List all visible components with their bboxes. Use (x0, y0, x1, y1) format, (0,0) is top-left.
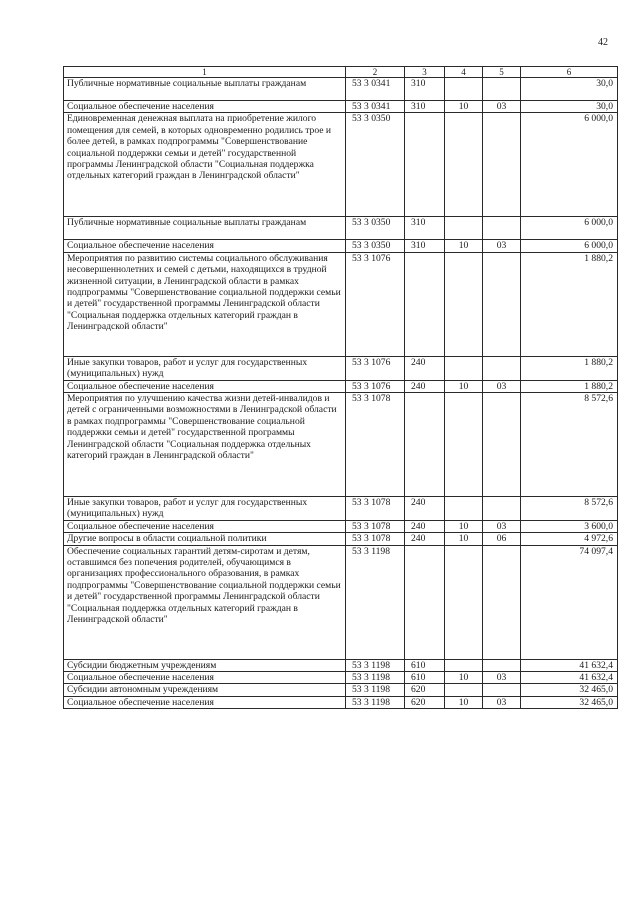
row-amount: 32 465,0 (521, 696, 618, 708)
row-code: 53 3 1198 (346, 672, 405, 684)
table-row (64, 393, 618, 497)
row-expense-type: 310 (405, 101, 445, 113)
row-code: 53 3 1198 (346, 659, 405, 671)
row-amount: 30,0 (521, 101, 618, 113)
table-row (64, 113, 618, 217)
row-expense-type: 610 (405, 672, 445, 684)
row-name: Социальное обеспечение населения (64, 240, 346, 252)
row-expense-type: 310 (405, 240, 445, 252)
row-amount: 32 465,0 (521, 684, 618, 696)
table-row (64, 101, 618, 113)
row-subsection: 03 (483, 696, 521, 708)
row-expense-type: 240 (405, 380, 445, 392)
row-name: Социальное обеспечение населения (64, 672, 346, 684)
row-subsection: 06 (483, 533, 521, 545)
row-name: Мероприятия по развитию системы социального обслуживания несовершеннолетних и семей с детьми, находящихся в трудной жизненной ситуации, в Ленинградской области в рамках подпрограммы "Совершенствование социальной поддержки семьи и детей" государственной программы Ленинградской области "Социальная поддержка отдельных категорий граждан в Ленинградской области" (64, 252, 346, 356)
row-name: Другие вопросы в области социальной политики (64, 533, 346, 545)
table-row (64, 520, 618, 532)
table-row (64, 356, 618, 380)
row-name: Обеспечение социальных гарантий детям-сиротам и детям, оставшимся без попечения родителей, обучающимся в организациях профессионального образования, в рамках подпрограммы "Совершенствование социальной поддержки семьи и детей" государственной программы Ленинградской области "Социальная поддержка отдельных категорий граждан в Ленинградской области" (64, 545, 346, 659)
row-code: 53 3 1078 (346, 497, 405, 521)
row-section (445, 393, 483, 497)
row-subsection (483, 78, 521, 101)
row-name: Социальное обеспечение населения (64, 696, 346, 708)
row-name: Публичные нормативные социальные выплаты гражданам (64, 78, 346, 101)
row-section (445, 217, 483, 240)
row-subsection (483, 497, 521, 521)
row-code: 53 3 1076 (346, 380, 405, 392)
row-name: Социальное обеспечение населения (64, 380, 346, 392)
column-header: 4 (445, 67, 483, 78)
table-row (64, 696, 618, 708)
row-code: 53 3 1198 (346, 684, 405, 696)
row-amount: 74 097,4 (521, 545, 618, 659)
row-amount: 8 572,6 (521, 497, 618, 521)
row-section: 10 (445, 520, 483, 532)
row-subsection (483, 545, 521, 659)
column-header: 3 (405, 67, 445, 78)
row-code: 53 3 0350 (346, 113, 405, 217)
row-subsection (483, 684, 521, 696)
row-expense-type (405, 113, 445, 217)
row-amount: 3 600,0 (521, 520, 618, 532)
row-expense-type: 610 (405, 659, 445, 671)
row-subsection: 03 (483, 380, 521, 392)
row-code: 53 3 1078 (346, 533, 405, 545)
row-section (445, 356, 483, 380)
row-code: 53 3 1078 (346, 520, 405, 532)
table-row (64, 659, 618, 671)
table-row (64, 252, 618, 356)
row-amount: 4 972,6 (521, 533, 618, 545)
row-amount: 41 632,4 (521, 672, 618, 684)
row-amount: 1 880,2 (521, 252, 618, 356)
row-expense-type (405, 393, 445, 497)
table-row (64, 380, 618, 392)
column-header: 2 (346, 67, 405, 78)
row-subsection (483, 252, 521, 356)
row-name: Иные закупки товаров, работ и услуг для государственных (муниципальных) нужд (64, 356, 346, 380)
row-section: 10 (445, 672, 483, 684)
row-name: Социальное обеспечение населения (64, 101, 346, 113)
row-subsection: 03 (483, 101, 521, 113)
row-code: 53 3 1198 (346, 696, 405, 708)
row-amount: 30,0 (521, 78, 618, 101)
row-expense-type: 310 (405, 217, 445, 240)
row-name: Иные закупки товаров, работ и услуг для государственных (муниципальных) нужд (64, 497, 346, 521)
row-section (445, 78, 483, 101)
row-section (445, 545, 483, 659)
budget-table (63, 66, 618, 709)
row-section: 10 (445, 101, 483, 113)
row-amount: 8 572,6 (521, 393, 618, 497)
row-subsection (483, 659, 521, 671)
row-amount: 41 632,4 (521, 659, 618, 671)
row-name: Единовременная денежная выплата на приобретение жилого помещения для семей, в которых одновременно родились трое и более детей, в рамках подпрограммы "Совершенствование социальной поддержки семьи и детей" государственной программы Ленинградской области "Социальная поддержка отдельных категорий граждан в Ленинградской области" (64, 113, 346, 217)
row-subsection: 03 (483, 520, 521, 532)
table-row (64, 240, 618, 252)
row-section: 10 (445, 696, 483, 708)
row-section (445, 113, 483, 217)
row-name: Публичные нормативные социальные выплаты гражданам (64, 217, 346, 240)
row-section: 10 (445, 533, 483, 545)
row-expense-type: 240 (405, 497, 445, 521)
row-subsection (483, 113, 521, 217)
column-header: 6 (521, 67, 618, 78)
row-subsection: 03 (483, 240, 521, 252)
row-code: 53 3 0341 (346, 78, 405, 101)
row-amount: 6 000,0 (521, 240, 618, 252)
row-section (445, 252, 483, 356)
row-section: 10 (445, 380, 483, 392)
page-number: 42 (598, 37, 608, 48)
row-section (445, 497, 483, 521)
row-name: Социальное обеспечение населения (64, 520, 346, 532)
column-header: 1 (64, 67, 346, 78)
row-expense-type: 240 (405, 356, 445, 380)
row-section: 10 (445, 240, 483, 252)
row-subsection (483, 217, 521, 240)
row-name: Субсидии бюджетным учреждениям (64, 659, 346, 671)
table-row (64, 217, 618, 240)
row-expense-type: 310 (405, 78, 445, 101)
row-code: 53 3 1076 (346, 252, 405, 356)
row-code: 53 3 0341 (346, 101, 405, 113)
table-row (64, 78, 618, 101)
row-code: 53 3 1198 (346, 545, 405, 659)
table-row (64, 684, 618, 696)
table-row (64, 533, 618, 545)
row-subsection: 03 (483, 672, 521, 684)
row-expense-type (405, 545, 445, 659)
row-code: 53 3 0350 (346, 240, 405, 252)
row-code: 53 3 1076 (346, 356, 405, 380)
row-code: 53 3 0350 (346, 217, 405, 240)
row-expense-type: 620 (405, 696, 445, 708)
table-row (64, 497, 618, 521)
row-amount: 1 880,2 (521, 356, 618, 380)
table-row (64, 545, 618, 659)
row-expense-type: 240 (405, 520, 445, 532)
row-name: Мероприятия по улучшению качества жизни детей-инвалидов и детей с ограниченными возможностями в Ленинградской области в рамках подпрограммы "Совершенствование социальной поддержки семьи и детей" государственной программы Ленинградской области "Социальная поддержка отдельных категорий граждан в Ленинградской области" (64, 393, 346, 497)
column-header-row (64, 67, 618, 78)
row-section (445, 684, 483, 696)
row-name: Субсидии автономным учреждениям (64, 684, 346, 696)
row-code: 53 3 1078 (346, 393, 405, 497)
row-amount: 6 000,0 (521, 113, 618, 217)
row-expense-type: 240 (405, 533, 445, 545)
row-section (445, 659, 483, 671)
column-header: 5 (483, 67, 521, 78)
row-subsection (483, 393, 521, 497)
row-expense-type (405, 252, 445, 356)
row-subsection (483, 356, 521, 380)
row-expense-type: 620 (405, 684, 445, 696)
row-amount: 1 880,2 (521, 380, 618, 392)
row-amount: 6 000,0 (521, 217, 618, 240)
table-row (64, 672, 618, 684)
